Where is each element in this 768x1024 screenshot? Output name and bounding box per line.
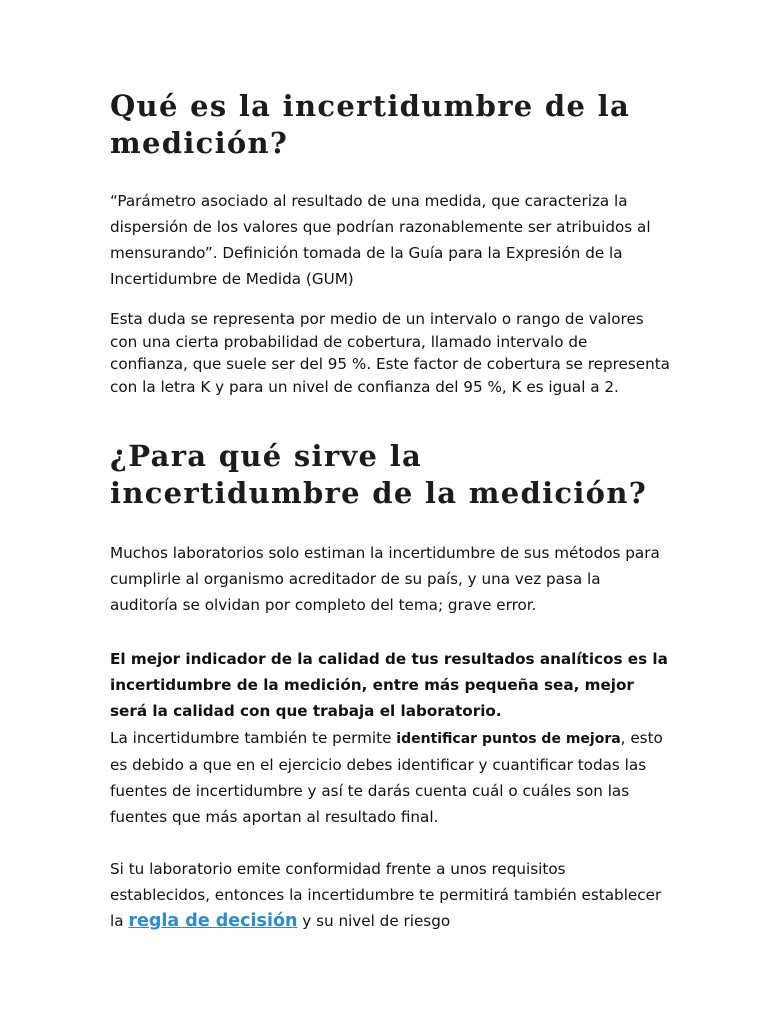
heading-what-is-it-for: ¿Para qué sirve la incertidumbre de la medición? — [110, 439, 648, 510]
paragraph-definition: “Parámetro asociado al resultado de una medida, que caracteriza la dispersión de los valores que podrían razonablemente ser atribuidos al mensurando”. Definición tomada de la Guía para la Expresión de la Incertidumbre de Medida (GUM) — [110, 192, 651, 288]
heading-what-is-uncertainty: Qué es la incertidumbre de la medición? — [110, 89, 631, 160]
paragraph-laboratories: Muchos laboratorios solo estiman la incertidumbre de sus métodos para cumplirle al organismo acreditador de su país, y una vez pasa la auditoría se olvidan por completo del tema; grave error. — [110, 544, 660, 614]
paragraph-improvement — [110, 725, 670, 830]
paragraph-best-indicator: El mejor indicador de la calidad de tus resultados analíticos es la incertidumbre de la medición, entre más pequeña sea, mejor será la calidad con que trabaja el laboratorio. — [110, 650, 668, 720]
paragraph-interval: Esta duda se representa por medio de un intervalo o rango de valores con una cierta probabilidad de cobertura, llamado intervalo de confianza, que suele ser del 95 %. Este factor de cobertura se representa con la letra K y para un nivel de confianza del 95 %, K es igual a 2. — [110, 310, 670, 396]
conformity-text-after: y su nivel de riesgo — [297, 912, 451, 930]
improvement-bold-phrase: identificar puntos de mejora — [396, 731, 621, 747]
improvement-text-after: , esto es debido a que en el ejercicio debes identificar y cuantificar todas las fuentes de incertidumbre y así te darás cuenta cuál o cuáles son las fuentes que más aportan al resultado final. — [110, 729, 663, 826]
improvement-text-before: La incertidumbre también te permite — [110, 729, 397, 747]
paragraph-conformity — [110, 856, 670, 934]
conformity-text-before: Si tu laboratorio emite conformidad frente a unos requisitos establecidos, entonces la incertidumbre te permitirá también establecer la — [110, 860, 662, 930]
decision-rule-link[interactable]: regla de decisión — [128, 911, 298, 931]
